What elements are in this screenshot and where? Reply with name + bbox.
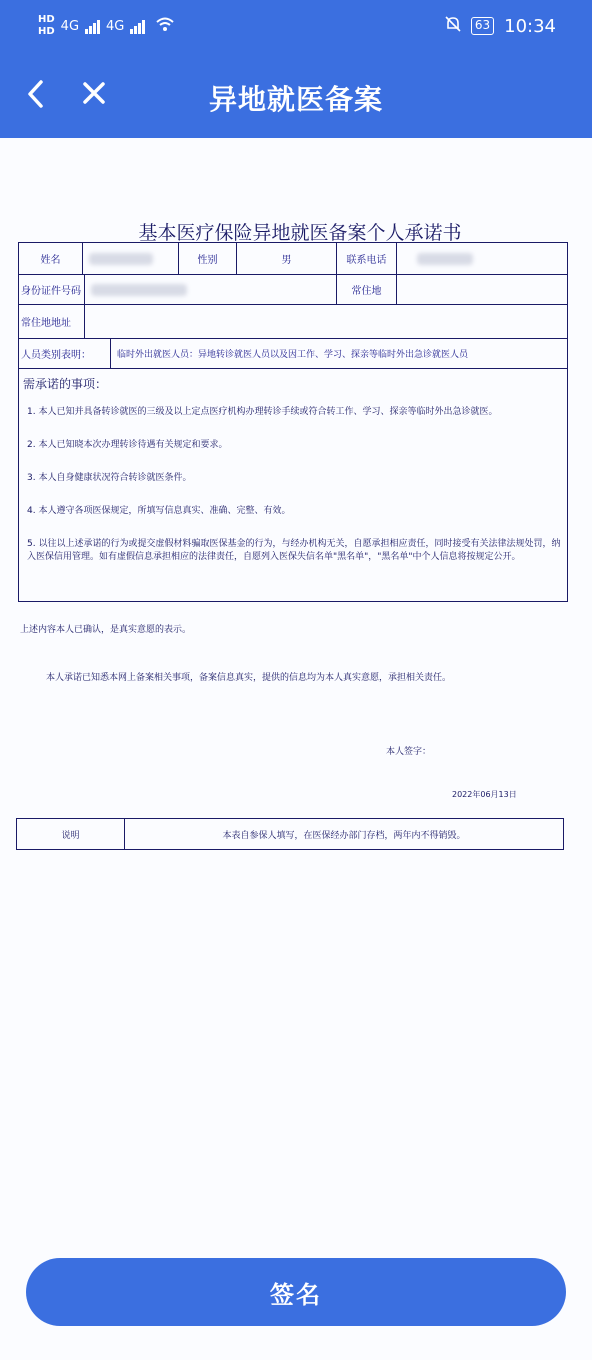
id-label: 身份证件号码: [19, 275, 85, 304]
personal-info-table: [18, 242, 568, 602]
table-row: [19, 305, 567, 339]
document-title: 基本医疗保险异地就医备案个人承诺书: [138, 222, 462, 244]
address-label: 常住地地址: [19, 305, 85, 338]
name-value: [83, 243, 179, 274]
network1-label: 4G: [60, 18, 80, 34]
name-label: 姓名: [19, 243, 83, 274]
sim1-label: HD: [38, 14, 55, 25]
commitment-document: [0, 138, 592, 1360]
gender-value: 男: [237, 243, 337, 274]
commitment-items: [19, 369, 567, 601]
remark-text: 本表自参保人填写，在医保经办部门存档，两年内不得销毁。: [222, 830, 466, 841]
network2-label: 4G: [106, 18, 125, 34]
remark-table: [16, 818, 564, 850]
address-value: [85, 305, 567, 338]
sim-indicators: [38, 15, 55, 37]
confirmation-statement: 上述内容本人已确认，是真实意愿的表示。: [20, 625, 192, 635]
signal-strength-icon-2: [130, 18, 145, 34]
wifi-icon: [155, 16, 175, 36]
clock: 10:34: [504, 15, 556, 37]
table-row: [19, 339, 567, 369]
signal-strength-icon: [85, 18, 100, 34]
category-value: 临时外出就医人员：异地转诊就医人员以及因工作、学习、探亲等临时外出急诊就医人员: [117, 350, 469, 360]
page-title: 异地就医备案: [208, 83, 383, 116]
list-item: 5. 以往以上述承诺的行为或提交虚假材料骗取医保基金的行为，与经办机构无关，自愿承担相应责任，同时接受有关法律法规处罚，纳入医保信用管理。如有虚假信息承担相应的法律责任，自愿列入医保失信名单"黑名单"，"黑名单"中个人信息将按规定公开。: [27, 539, 561, 562]
table-row: [19, 275, 567, 305]
status-bar: [0, 0, 592, 52]
status-right: [445, 15, 556, 38]
table-row: [19, 243, 567, 275]
list-item: 3. 本人自身健康状况符合转诊就医条件。: [27, 473, 192, 483]
items-heading: 需承诺的事项：: [23, 377, 108, 391]
gender-label: 性别: [179, 243, 237, 274]
id-value: [85, 275, 337, 304]
list-item: 1. 本人已知并具备转诊就医的三级及以上定点医疗机构办理转诊手续或符合转工作、学习、探亲等临时外出急诊就医。: [27, 407, 498, 417]
navigation-bar: [0, 52, 592, 138]
category-label: 人员类别表明：: [19, 339, 111, 368]
list-item: 2. 本人已知晓本次办理转诊待遇有关规定和要求。: [27, 440, 228, 450]
residence-label: 常住地: [337, 275, 397, 304]
battery-indicator: 63: [471, 17, 494, 35]
phone-label: 联系电话: [337, 243, 397, 274]
signature-label: 本人签字：: [386, 747, 432, 757]
mute-icon: [445, 15, 461, 38]
promise-statement: 本人承诺已知悉本网上备案相关事项，备案信息真实，提供的信息均为本人真实意愿，承担相关责任。: [46, 673, 452, 683]
residence-value: [397, 275, 567, 304]
sign-button[interactable]: 签名: [26, 1258, 566, 1326]
sim2-label: HD: [38, 26, 55, 37]
list-item: 4. 本人遵守各项医保规定，所填写信息真实、准确、完整、有效。: [27, 506, 291, 516]
phone-value: [397, 243, 567, 274]
signature-date: 2022年06月13日: [452, 790, 517, 799]
status-left: [38, 15, 175, 37]
remark-label: 说明: [17, 819, 125, 849]
